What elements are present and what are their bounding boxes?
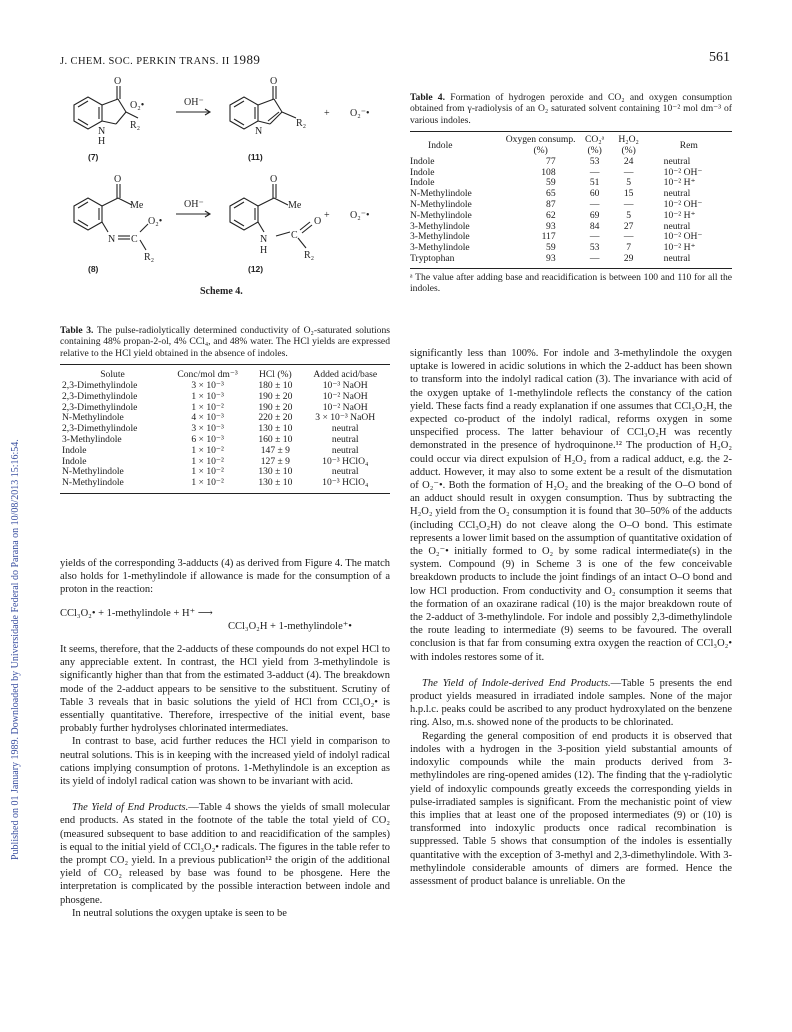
- atom-o: O: [114, 76, 122, 87]
- table-3-caption: [60, 325, 390, 359]
- table-row: [410, 254, 732, 265]
- table-cell: 10⁻² OH⁻: [663, 166, 703, 178]
- paragraph: The Yield of End Products.—Table 4 shows the yields of small molecular end products. As stated in the footnote of the table the total yield of CO₂ (measured subsequent to base addition to and reacidification of the samples) is equal to the initial yield of CCl₃O₂• radicals. The figures in the table refer to the prompt CO₂ yield. In a previous publication¹² the origin of the additional yield of CO₂ released by base was found to be phosgene. Here the interpretation is complicated by the possible interaction between indole and phosgene.: [60, 802, 390, 906]
- table-row: [410, 157, 732, 168]
- table-cell: 130 ± 10: [258, 477, 293, 489]
- atom-o2rad: O₂•: [130, 100, 145, 111]
- compound-label-11: (11): [248, 152, 263, 162]
- table-cell: 69: [589, 209, 600, 221]
- table-cell: —: [589, 199, 600, 210]
- table-cell: 190 ± 20: [258, 401, 293, 413]
- column-header: Indole: [428, 139, 453, 151]
- section-heading: The Yield of End Products.: [72, 802, 189, 814]
- table-cell: 5: [626, 177, 632, 189]
- download-watermark: [8, 190, 22, 860]
- table-cell: N-Methylindole: [62, 466, 124, 478]
- compound-label-12: (12): [248, 264, 264, 274]
- table-4-footnote: ᵃ The value after adding base and reacidification is between 100 and 110 for all the indoles.: [410, 271, 732, 295]
- table-cell: neutral: [331, 466, 359, 478]
- paragraph: yields of the corresponding 3-adducts (4) as derived from Figure 4. The match also holds for 1-methylindole if allowance is made for the consumption of a proton in the reaction:: [60, 558, 390, 596]
- table-cell: neutral: [663, 252, 691, 264]
- table-cell: 117: [541, 231, 556, 243]
- table-cell: 62: [546, 209, 556, 221]
- table-cell: 1 × 10⁻²: [191, 466, 224, 478]
- table-cell: 77: [546, 155, 556, 167]
- table-cell: 10⁻² H⁺: [663, 177, 696, 189]
- atom-h: H: [98, 136, 106, 147]
- table-cell: 10⁻³ HClO₄: [322, 477, 369, 489]
- table-cell: 4 × 10⁻³: [191, 412, 224, 424]
- table-cell: 10⁻³ HClO₄: [322, 455, 369, 467]
- table-cell: 59: [546, 177, 556, 189]
- atom-n: N: [260, 234, 268, 245]
- paragraph: In contrast to base, acid further reduces the HCl yield in comparison to neutral solutions. This is in keeping with the increased yield of indolyl radical cations implying consumption of protons. 1-Methylindole is an exception as its yield of indolyl radical cation was shown to be invariant with acid.: [60, 736, 390, 788]
- table-cell: —: [589, 252, 600, 264]
- table-cell: 3-Methylindole: [410, 231, 470, 243]
- table-4-caption-text: Formation of hydrogen peroxide and CO₂ and oxygen consumption obtained from γ-radiolysis of an O₂ saturated solvent containing 10⁻² mol dm⁻³ of various indoles.: [410, 92, 732, 126]
- molecule-7: [74, 86, 141, 131]
- table-3-label: Table 3.: [60, 325, 94, 336]
- table-cell: 147 ± 9: [260, 444, 290, 456]
- column-header: Added acid/base: [313, 369, 378, 381]
- table-cell: 127 ± 9: [260, 455, 290, 467]
- table-cell: Indole: [62, 444, 87, 456]
- atom-o2rad: O₂•: [148, 216, 163, 227]
- table-cell: 220 ± 20: [258, 412, 293, 424]
- atom-c: C: [131, 234, 138, 245]
- paragraph: Regarding the general composition of end products it is observed that indoles with a hydrogen in the 3-position yield substantial amounts of indoxylic compounds while the main products derived from 3-methylindoles are ring-opened amides (12). The finding that the γ-radiolytic yield of indoxylic compounds greatly exceeds the corresponding yields in pulse-irradiated samples is significant. From the mechanistic point of view this implies that at least one of the proposed intermediates (9) or (10) is transformed into indoxylic products once radical recombination is suppressed. Table 5 shows that consumption of the indoles is essentially quantitative with the exception of 3-methyl and 2,3-dimethylindole. With 3-methylindole considerable amounts of dimers are formed. Hence the assessment of product balance is unreliable. On the: [410, 730, 732, 887]
- reaction-equation: [60, 607, 390, 633]
- atom-o: O: [270, 76, 278, 87]
- table-cell: 24: [623, 155, 634, 167]
- table-4-grid: [410, 135, 732, 265]
- column-header: Oxygen consump. (%): [505, 134, 576, 157]
- atom-r2: R₂: [304, 250, 315, 261]
- table-cell: 2,3-Dimethylindole: [62, 401, 138, 413]
- scheme-superoxide: O₂⁻•: [350, 108, 370, 119]
- table-cell: 180 ± 10: [258, 380, 293, 392]
- table-cell: 190 ± 20: [258, 390, 293, 402]
- table-cell: 1 × 10⁻²: [191, 401, 224, 413]
- paragraph: significantly less than 100%. For indole and 3-methylindole the oxygen uptake is lowered in acidic solutions in which the 2-adduct has been shown to transform into the indolyl radical cation (3). The invariance with acid of the oxygen uptake of 1-methylindole reflects the constancy of the cation yield. These facts find a ready explanation if one assumes that CCl₃O₂H, the expected co-product of the indolyl radical, reforms oxygen in some unspecified process. The latter behaviour of CCl₃O₂H was recently demonstrated in the presence of hydroquinone.¹² The production of H₂O₂ could occur via direct expulsion of H₂O₂ from a radical adduct, e.g. the 2-adduct. However, it may also to some extent be a result of the dismutation of O₂⁻•. Both the formation of H₂O₂ and the breaking of the O–O bond of an adduct should result in oxygen consumption. Thus by subtracting the H₂O₂ yield from the O₂ consumption it is found that 30–50% of the adducts (including CCl₃O₂H) do not cleave along the O–O bond. This estimate represents a lower limit based on the assumption of quantitative oxidation of the O₂⁻• initially formed to O₂ by some radical intermediate(s) in the system. Compound (9) in Scheme 3 is one of the few conceivable breakdown products to include the joint findings of an intact O–O bond and low HCl production. From conductivity and O₂ consumption it seems that the formation of an oxazirane radical (10) is the major breakdown route of the 2-adduct of 3-methylindole. For indole and possibly 2,3-dimethylindole the route leading to intermediate (9) seems to be favoured. The overall conclusion is that far from consuming extra oxygen the reaction of CCl₃O₂• with indoles restores some of it.: [410, 348, 732, 663]
- scheme-reagent: OH⁻: [184, 97, 204, 108]
- table-row: [60, 392, 390, 403]
- table-cell: 3-Methylindole: [410, 242, 470, 254]
- atom-n: N: [108, 234, 116, 245]
- column-header: Rem: [679, 139, 698, 151]
- section-heading: The Yield of Indole-derived End Products.: [422, 677, 611, 689]
- molecule-12: [230, 184, 312, 248]
- table-cell: 108: [541, 166, 556, 178]
- table-cell: 3-Methylindole: [410, 220, 470, 232]
- atom-eq-o: O: [314, 216, 322, 227]
- table-cell: 1 × 10⁻²: [191, 444, 224, 456]
- table-cell: neutral: [331, 434, 359, 445]
- table-cell: N-Methylindole: [410, 209, 472, 221]
- table-cell: 10⁻³ NaOH: [322, 380, 368, 392]
- paragraph: The Yield of Indole-derived End Products.—Table 5 presents the end product yields measured in irradiated indole samples. None of the major h.p.l.c. peaks could be ascribed to any product hydroxylated on the benzene ring. Also, m.s. showed none of the products to be chlorinated.: [410, 677, 732, 729]
- table-cell: —: [589, 166, 600, 178]
- table-cell: neutral: [663, 188, 691, 200]
- table-cell: 93: [546, 252, 556, 264]
- table-cell: 87: [546, 199, 556, 210]
- table-cell: 2,3-Dimethylindole: [62, 380, 138, 392]
- table-cell: 5: [626, 209, 632, 221]
- table-cell: 10⁻² H⁺: [663, 209, 696, 221]
- column-header: Solute: [100, 369, 125, 381]
- table-cell: 51: [589, 177, 600, 189]
- atom-me: Me: [130, 200, 144, 211]
- table-cell: 59: [546, 242, 556, 254]
- atom-r2: R₂: [296, 118, 307, 129]
- table-cell: 3-Methylindole: [62, 434, 122, 445]
- right-column-text: [410, 347, 732, 888]
- table-cell: 15: [623, 188, 634, 200]
- table-3-grid: [60, 370, 390, 489]
- atom-c: C: [291, 230, 298, 241]
- column-header: CO₂ᵃ (%): [584, 134, 605, 157]
- column-header: H₂O₂ (%): [618, 134, 639, 157]
- table-cell: N-Methylindole: [62, 412, 124, 424]
- table-cell: 7: [626, 242, 632, 254]
- scheme-reagent: OH⁻: [184, 199, 204, 210]
- table-row: [60, 478, 390, 489]
- table-cell: 130 ± 10: [258, 466, 293, 478]
- table-cell: Indole: [410, 155, 435, 167]
- table-cell: 1 × 10⁻²: [191, 477, 224, 489]
- table-cell: N-Methylindole: [62, 477, 124, 489]
- table-cell: neutral: [663, 220, 691, 232]
- atom-me: Me: [288, 200, 302, 211]
- table-cell: 10⁻² NaOH: [322, 401, 368, 413]
- left-column-text: [60, 557, 390, 920]
- table-row: [410, 211, 732, 222]
- table-cell: 3 × 10⁻³: [191, 423, 224, 435]
- table-3-caption-text: The pulse-radiolytically determined conductivity of O₂-saturated solutions containing 48% propan-2-ol, 4% CCl₄, and 48% water. The HCl yields are expressed relative to the HCl yield obtained in the absence of indoles.: [60, 325, 390, 359]
- table-cell: 1 × 10⁻³: [191, 390, 224, 402]
- table-row: [60, 446, 390, 457]
- table-4-label: Table 4.: [410, 92, 445, 103]
- table-cell: —: [589, 231, 600, 243]
- running-header: [60, 52, 260, 68]
- table-cell: 160 ± 10: [258, 434, 293, 445]
- table-cell: Indole: [410, 166, 435, 178]
- compound-label-8: (8): [88, 264, 99, 274]
- table-cell: 1 × 10⁻²: [191, 455, 224, 467]
- equation-line-2: CCl₃O₂H + 1-methylindole⁺•: [228, 620, 352, 632]
- table-cell: N-Methylindole: [410, 199, 472, 210]
- atom-o: O: [270, 174, 278, 185]
- atom-n: N: [255, 126, 263, 137]
- table-cell: neutral: [331, 423, 359, 435]
- table-cell: —: [623, 199, 634, 210]
- column-header: HCl (%): [258, 369, 292, 381]
- table-cell: Indole: [410, 177, 435, 189]
- journal-name: J. CHEM. SOC. PERKIN TRANS. II: [60, 56, 230, 67]
- atom-r2: R₂: [144, 252, 155, 263]
- table-cell: —: [623, 166, 634, 178]
- table-cell: 10⁻² OH⁻: [663, 231, 703, 243]
- table-cell: neutral: [663, 155, 691, 167]
- table-cell: 53: [589, 155, 600, 167]
- scheme-superoxide: O₂⁻•: [350, 210, 370, 221]
- table-cell: 93: [546, 220, 556, 232]
- scheme-caption: Scheme 4.: [200, 286, 243, 297]
- table-cell: 10⁻² OH⁻: [663, 199, 703, 210]
- scheme-plus: +: [324, 210, 330, 221]
- table-cell: 27: [623, 220, 634, 232]
- table-cell: 2,3-Dimethylindole: [62, 423, 138, 435]
- table-cell: 53: [589, 242, 600, 254]
- table-cell: 10⁻² H⁺: [663, 242, 696, 254]
- atom-h: H: [260, 245, 268, 256]
- table-cell: 3 × 10⁻³: [191, 380, 224, 392]
- table-cell: 6 × 10⁻³: [191, 434, 224, 445]
- page-number: 561: [709, 50, 730, 65]
- paragraph: It seems, therefore, that the 2-adducts of these compounds do not expel HCl to any appreciable extent. In contrast, the HCl yield from 3-methylindole is significantly higher than that from the estimated 3-adduct (4). The breakdown mode of the 2-adduct appears to be sensitive to the substituent. Scrutiny of Table 3 reveals that in basic solutions the yield of HCl from CCl₃O₂• is essentially quantitative. Therefore, irrespective of the initial event, base probably further hydrolyses chlorinated intermediates.: [60, 644, 390, 735]
- column-header: Conc/mol dm⁻³: [177, 369, 238, 381]
- paragraph: In neutral solutions the oxygen uptake is seen to be: [72, 907, 287, 919]
- table-cell: —: [623, 231, 634, 243]
- equation-line-1: CCl₃O₂• + 1-methylindole + H⁺ ⟶: [60, 607, 213, 619]
- atom-o: O: [114, 174, 122, 185]
- journal-year: 1989: [232, 52, 261, 67]
- atom-r2: R₂: [130, 120, 141, 131]
- table-4: [410, 92, 732, 295]
- table-3: [60, 325, 390, 494]
- table-4-caption: [410, 92, 732, 126]
- table-cell: 3 × 10⁻³ NaOH: [315, 412, 376, 424]
- table-cell: 2,3-Dimethylindole: [62, 390, 138, 402]
- table-cell: 10⁻² NaOH: [322, 390, 368, 402]
- table-cell: 60: [589, 188, 600, 200]
- table-cell: 84: [589, 220, 600, 232]
- table-cell: Indole: [62, 455, 87, 467]
- scheme-4-figure: [60, 72, 390, 302]
- atom-n: N: [98, 126, 106, 137]
- compound-label-7: (7): [88, 152, 99, 162]
- scheme-plus: +: [324, 108, 330, 119]
- table-cell: N-Methylindole: [410, 188, 472, 200]
- molecule-11: [230, 86, 296, 129]
- table-cell: 29: [623, 252, 634, 264]
- table-cell: neutral: [331, 444, 359, 456]
- table-header-row: [410, 135, 732, 157]
- table-cell: Tryptophan: [410, 252, 455, 264]
- table-cell: 65: [546, 188, 556, 200]
- table-cell: 130 ± 10: [258, 423, 293, 435]
- watermark-text: Published on 01 January 1989. Downloaded by Universidade Federal do Parana on 10/08/2013 15:16:54.: [10, 439, 21, 860]
